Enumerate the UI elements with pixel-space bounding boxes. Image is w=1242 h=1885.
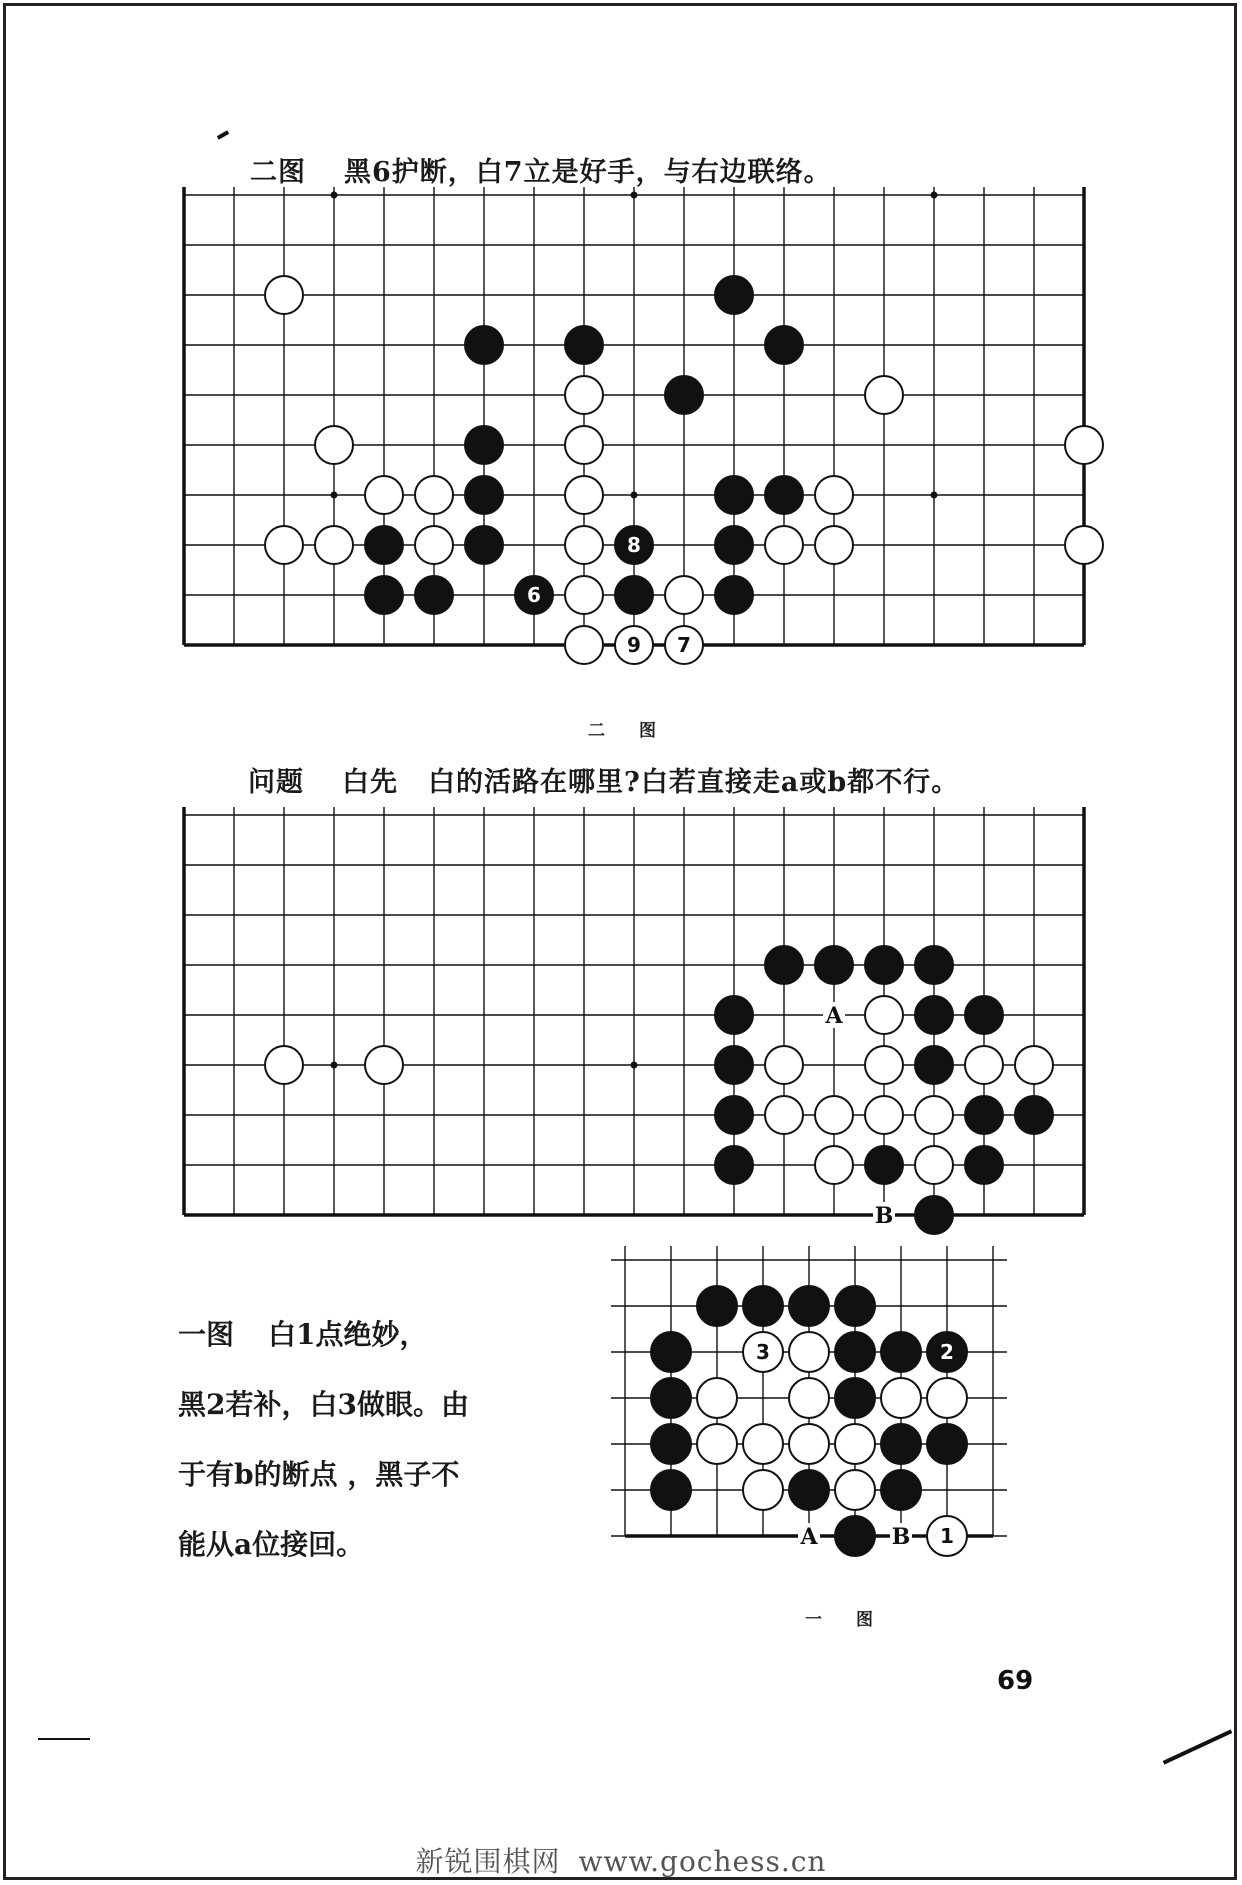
black-stone: [965, 1096, 1003, 1134]
black-stone: [965, 1146, 1003, 1184]
white-stone: [565, 476, 603, 514]
white-stone: [265, 1046, 303, 1084]
white-stone: [365, 476, 403, 514]
diagram1-text: [178, 1300, 558, 1580]
move-number: 3: [756, 1340, 770, 1364]
white-stone: [697, 1424, 737, 1464]
watermark-url: www.gochess.cn: [578, 1845, 827, 1878]
star-point: [331, 492, 338, 499]
black-stone: [835, 1332, 875, 1372]
white-stone: [865, 1046, 903, 1084]
move-number: 6: [527, 583, 541, 607]
black-stone: [915, 946, 953, 984]
black-stone: [865, 946, 903, 984]
page-number: 69: [997, 1666, 1034, 1696]
black-stone: [651, 1470, 691, 1510]
black-stone: [765, 476, 803, 514]
star-point: [631, 1062, 638, 1069]
white-stone: [865, 376, 903, 414]
white-stone: [765, 1046, 803, 1084]
white-stone: [765, 526, 803, 564]
move-number: 8: [627, 533, 641, 557]
white-stone: [565, 526, 603, 564]
black-stone: [415, 576, 453, 614]
white-stone: [915, 1096, 953, 1134]
point-label: B: [874, 1203, 894, 1229]
diagram1-line-4: 能从a位接回。: [178, 1528, 365, 1561]
white-stone: [815, 1096, 853, 1134]
black-stone: [465, 526, 503, 564]
white-stone: [1015, 1046, 1053, 1084]
black-stone: [651, 1332, 691, 1372]
point-label: B: [891, 1524, 911, 1550]
diagram1-line-1: 白1点绝妙，: [268, 1318, 428, 1351]
black-stone: [835, 1516, 875, 1556]
white-stone: [881, 1378, 921, 1418]
black-stone: [465, 476, 503, 514]
black-stone: [915, 1196, 953, 1234]
watermark-site: 新锐围棋网: [415, 1845, 561, 1878]
black-stone: [789, 1286, 829, 1326]
black-stone: [365, 526, 403, 564]
white-stone: [789, 1332, 829, 1372]
black-stone: [715, 276, 753, 314]
white-stone: [565, 376, 603, 414]
watermark: [0, 1840, 1242, 1880]
problem-heading: 问题: [248, 767, 304, 798]
white-stone: [915, 1146, 953, 1184]
black-stone: [915, 996, 953, 1034]
problem-prefix: 白先: [342, 767, 398, 798]
diagram1-line-2: 黑2若补，白3做眼。由: [178, 1388, 469, 1421]
white-stone: [1065, 426, 1103, 464]
black-stone: [743, 1286, 783, 1326]
black-stone: [915, 1046, 953, 1084]
black-stone: [965, 996, 1003, 1034]
star-point: [331, 1062, 338, 1069]
star-point: [331, 192, 338, 199]
scan-speck: [38, 1738, 90, 1740]
white-stone: [415, 526, 453, 564]
diagram1-line-3: 于有b的断点 ，黑子不: [178, 1458, 460, 1491]
move-number: 1: [940, 1524, 954, 1548]
black-stone: [715, 476, 753, 514]
white-stone: [835, 1424, 875, 1464]
black-stone: [715, 1096, 753, 1134]
white-stone: [789, 1424, 829, 1464]
white-stone: [1065, 526, 1103, 564]
diagram2-heading: 二图: [250, 157, 306, 188]
problem-board: [180, 805, 1100, 1229]
black-stone: [789, 1470, 829, 1510]
diagram2-caption: [250, 150, 832, 189]
white-stone: [265, 526, 303, 564]
move-number: 7: [677, 633, 691, 657]
white-stone: [315, 526, 353, 564]
point-label: A: [825, 1003, 843, 1029]
star-point: [931, 492, 938, 499]
diagram2-board: [180, 195, 1100, 715]
star-point: [931, 192, 938, 199]
black-stone: [465, 426, 503, 464]
move-number: 2: [940, 1340, 954, 1364]
white-stone: [565, 626, 603, 664]
white-stone: [315, 426, 353, 464]
star-point: [631, 492, 638, 499]
point-label: A: [800, 1524, 818, 1550]
black-stone: [881, 1332, 921, 1372]
diagram1-label: 一图: [805, 1610, 907, 1630]
black-stone: [651, 1378, 691, 1418]
move-number: 9: [627, 633, 641, 657]
white-stone: [789, 1378, 829, 1418]
black-stone: [665, 376, 703, 414]
white-stone: [815, 526, 853, 564]
black-stone: [651, 1424, 691, 1464]
black-stone: [715, 1146, 753, 1184]
star-point: [631, 192, 638, 199]
white-stone: [565, 576, 603, 614]
white-stone: [835, 1470, 875, 1510]
white-stone: [743, 1470, 783, 1510]
diagram2-label: 二图: [588, 721, 690, 741]
black-stone: [697, 1286, 737, 1326]
black-stone: [715, 526, 753, 564]
problem-caption: [248, 760, 959, 799]
black-stone: [835, 1378, 875, 1418]
white-stone: [927, 1378, 967, 1418]
black-stone: [881, 1424, 921, 1464]
black-stone: [881, 1470, 921, 1510]
black-stone: [765, 326, 803, 364]
black-stone: [365, 576, 403, 614]
white-stone: [815, 476, 853, 514]
black-stone: [927, 1424, 967, 1464]
white-stone: [665, 576, 703, 614]
black-stone: [715, 576, 753, 614]
black-stone: [615, 576, 653, 614]
black-stone: [865, 1146, 903, 1184]
white-stone: [865, 996, 903, 1034]
black-stone: [1015, 1096, 1053, 1134]
white-stone: [965, 1046, 1003, 1084]
black-stone: [565, 326, 603, 364]
black-stone: [835, 1286, 875, 1326]
black-stone: [715, 1046, 753, 1084]
white-stone: [865, 1096, 903, 1134]
black-stone: [815, 946, 853, 984]
white-stone: [697, 1378, 737, 1418]
white-stone: [365, 1046, 403, 1084]
diagram1-heading: 一图: [178, 1318, 235, 1351]
white-stone: [415, 476, 453, 514]
white-stone: [815, 1146, 853, 1184]
problem-text: 白的活路在哪里?白若直接走a或b都不行。: [428, 767, 960, 798]
white-stone: [765, 1096, 803, 1134]
diagram2-text: 黑6护断，白7立是好手，与右边联络。: [344, 157, 832, 188]
black-stone: [765, 946, 803, 984]
white-stone: [565, 426, 603, 464]
white-stone: [265, 276, 303, 314]
white-stone: [743, 1424, 783, 1464]
black-stone: [465, 326, 503, 364]
black-stone: [715, 996, 753, 1034]
diagram1-board: [625, 1235, 1065, 1605]
